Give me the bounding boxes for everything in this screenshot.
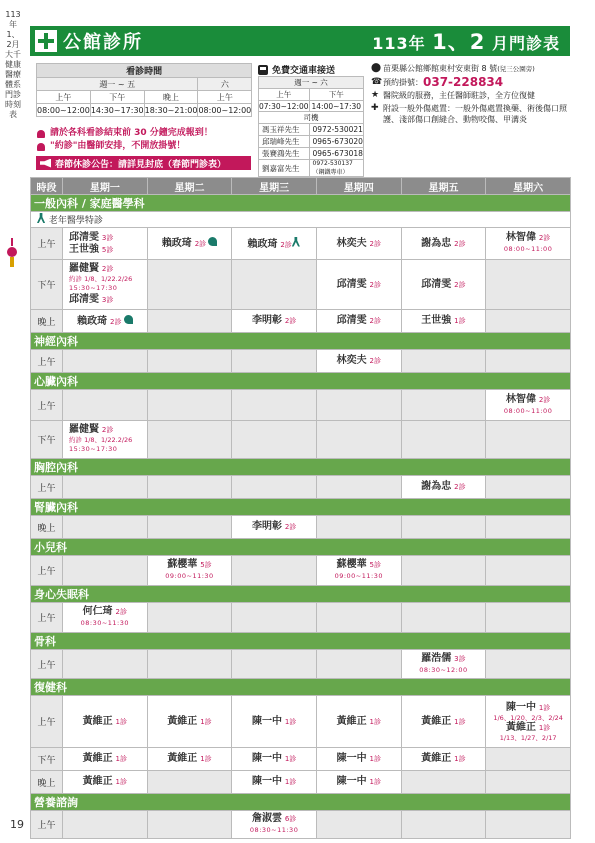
schedule-cell [147, 696, 232, 748]
room-number: 5診 [200, 561, 212, 569]
schedule-cell: 星期一 [63, 178, 148, 195]
dept-psychiatry: 身心失眠科 [31, 586, 571, 603]
room-number: 1診 [454, 317, 466, 325]
doctor-name: 李明彰 [251, 521, 282, 532]
room-number: 5診 [369, 561, 381, 569]
schedule-cell [316, 260, 401, 310]
schedule-cell [232, 771, 317, 794]
schedule-cell: 上午 [31, 556, 63, 586]
doctor-name: 王世強 [421, 315, 452, 326]
shuttle-table: 週一 ~ 六 上午 下午 07:30~12:00 14:00~17:30 司機 馮玉祥先生 0972-530021 邱瑞峰先生 0965-673020 張賽鴻先生 0965-673018 劉嘉富先生 0972-530137（鋼鐵專車） [259, 78, 363, 176]
schedule-cell: 晚上 [31, 310, 63, 333]
doctor-name: 李明彰 [251, 315, 282, 326]
location-pin-icon: ⬤ [371, 63, 382, 73]
dept-pediatrics: 小兒科 [31, 539, 571, 556]
doctor-name: 蘇櫻華 [336, 559, 367, 570]
schedule-cell [401, 390, 486, 421]
room-number: 2診 [101, 426, 114, 434]
dept-cardiology: 心臟內科 [31, 373, 571, 390]
doctor-name: 羅健賢 [69, 263, 99, 274]
schedule-cell [232, 516, 317, 539]
doctor-name: 邱清雯 [336, 278, 367, 290]
room-number: 1診 [200, 717, 212, 726]
room-number: 2診 [280, 240, 292, 249]
schedule-cell [401, 350, 486, 373]
appointment-dates: 約診 1/8、1/22.2/26 [69, 275, 133, 283]
schedule-cell: 上午 [31, 603, 63, 633]
doctor-name: 陳一中 [336, 776, 367, 787]
schedule-cell [63, 476, 148, 499]
doctor-name: 賴政琦 [161, 238, 192, 249]
schedule-cell [232, 556, 317, 586]
room-number: 2診 [538, 395, 551, 404]
schedule-cell [232, 310, 317, 333]
schedule-cell: 上午 [31, 390, 63, 421]
room-number: 2診 [110, 317, 122, 326]
schedule-cell: 上午 [31, 650, 63, 679]
doctor-name: 黃維正 [505, 721, 536, 733]
schedule-cell [147, 350, 232, 373]
schedule-cell: 上午 [31, 228, 63, 260]
doctor-name: 黃維正 [421, 715, 452, 727]
schedule-cell [316, 650, 401, 679]
session-time: 08:30~12:00 [419, 665, 468, 674]
doctor-name: 黃維正 [82, 715, 113, 727]
schedule-cell [147, 390, 232, 421]
schedule-cell: 下午 [31, 260, 63, 310]
room-number: 2診 [194, 240, 207, 248]
room-number: 1診 [115, 755, 127, 763]
session-time: 15:30~17:30 [69, 284, 118, 292]
room-number: 1診 [115, 717, 127, 726]
schedule-cell: 上午 [31, 696, 63, 748]
session-time: 08:30~11:30 [80, 619, 130, 627]
schedule-cell [63, 811, 148, 839]
header-bar [30, 26, 570, 56]
schedule-cell [486, 421, 571, 459]
schedule-cell: 下午 [31, 421, 63, 459]
phone-icon: ☎ [371, 77, 383, 87]
schedule-cell [401, 516, 486, 539]
schedule-cell [63, 556, 148, 586]
dept-internal: 一般內科 / 家庭醫學科 [31, 195, 571, 212]
elderly-icon [37, 213, 46, 223]
schedule-cell [232, 421, 317, 459]
schedule-cell [232, 390, 317, 421]
star-icon: ★ [371, 90, 380, 100]
schedule-cell [232, 350, 317, 373]
room-number: 1診 [115, 778, 127, 786]
wheelchair-icon [124, 315, 133, 324]
session-time: 09:00~11:30 [165, 572, 214, 580]
ornament-icon [6, 238, 18, 268]
schedule-cell [486, 260, 571, 310]
schedule-cell [401, 421, 486, 459]
schedule-cell [486, 748, 571, 771]
room-number: 2診 [538, 234, 551, 242]
room-number: 2診 [369, 239, 381, 248]
room-number: 2診 [369, 317, 381, 325]
doctor-name: 黃維正 [167, 715, 198, 727]
room-number: 1診 [454, 717, 466, 726]
schedule-cell [63, 228, 148, 260]
schedule-cell: 晚上 [31, 516, 63, 539]
schedule-cell: 上午 [31, 476, 63, 499]
schedule-cell [486, 310, 571, 333]
schedule-cell [316, 228, 401, 260]
doctor-name: 林智偉 [505, 393, 536, 405]
holiday-notice: 春節休診公告：請詳見封底（春節門診表） [36, 156, 251, 170]
schedule-cell [401, 811, 486, 839]
dept-neurology: 神經內科 [31, 333, 571, 350]
notice-list: 請於各科看診結束前 30 分鐘完成報到！ "約診"由醫師安排，不開放掛號！ [37, 127, 213, 153]
appointment-dates: 1/6、1/20、2/3、2/24 [493, 713, 563, 722]
schedule-title: 113年 1、2 月門診表 [372, 30, 560, 54]
schedule-cell [316, 748, 401, 771]
schedule-cell [401, 228, 486, 260]
doctor-name: 邱清雯 [421, 278, 452, 290]
page-number: 19 [10, 818, 24, 831]
doctor-name: 林智偉 [505, 232, 536, 243]
room-number: 2診 [101, 265, 114, 273]
clinic-info: ⬤ 苗栗縣公館鄉館東村安東街 8 號(兒三公園旁) ☎ 預約掛號： 037-228834 ★ 醫院級的服務，主任醫師駐診，全方位復健 ✚ 附設一般外傷處置：一般外傷處置換藥、術後傷口照護、淺部傷口創縫合、動物咬傷、甲溝炎 [371, 63, 567, 124]
room-number: 2診 [369, 280, 381, 289]
doctor-name: 謝為忠 [421, 237, 452, 249]
bell-icon [37, 130, 45, 138]
room-number: 1診 [284, 778, 297, 786]
room-number: 2診 [115, 608, 127, 616]
schedule-cell [63, 421, 148, 459]
schedule-cell [63, 748, 148, 771]
schedule-cell: 晚上 [31, 771, 63, 794]
room-number: 3診 [101, 233, 114, 242]
room-number: 1診 [538, 703, 551, 712]
medical-cross-icon [35, 30, 57, 52]
session-time: 08:00~11:00 [503, 245, 553, 253]
schedule-cell [147, 228, 232, 260]
room-number: 2診 [454, 239, 466, 248]
schedule-cell [232, 228, 317, 260]
room-number: 1診 [284, 755, 297, 763]
doctor-name: 王世強 [69, 243, 99, 255]
schedule-cell [401, 650, 486, 679]
schedule-cell [316, 603, 401, 633]
session-time: 08:00~11:00 [503, 406, 553, 415]
appointment-dates: 1/13、1/27、2/17 [499, 733, 557, 742]
elderly-icon [292, 237, 301, 247]
clinic-title: 公館診所 [63, 32, 143, 53]
schedule-cell [232, 603, 317, 633]
schedule-cell [401, 260, 486, 310]
schedule-cell [316, 390, 401, 421]
doctor-name: 何仁琦 [82, 606, 113, 617]
doctor-name: 陳一中 [251, 753, 282, 764]
room-number: 2診 [454, 280, 466, 289]
doctor-name: 黃維正 [167, 753, 198, 764]
room-number: 1診 [284, 717, 297, 726]
room-number: 2診 [369, 357, 381, 365]
schedule-cell [63, 350, 148, 373]
schedule-cell: 時段 [31, 178, 63, 195]
schedule-cell [63, 603, 148, 633]
doctor-name: 黃維正 [421, 753, 452, 764]
doctor-name: 林奕夫 [336, 237, 367, 249]
room-number: 1診 [538, 723, 551, 732]
schedule-cell [486, 516, 571, 539]
room-number: 1診 [369, 778, 381, 786]
schedule-cell [316, 556, 401, 586]
room-number: 1診 [454, 755, 466, 763]
room-number: 1診 [369, 755, 381, 763]
dept-chest: 胸腔內科 [31, 459, 571, 476]
schedule-cell [486, 228, 571, 260]
session-time: 08:30~11:30 [249, 826, 299, 834]
cross-icon: ✚ [371, 103, 379, 113]
schedule-cell [63, 696, 148, 748]
schedule-cell [486, 811, 571, 839]
doctor-name: 賴政琦 [77, 315, 108, 327]
schedule-cell [486, 603, 571, 633]
clinic-hours-table: 看診時間 週一 ~ 五 六 上午 下午 晚上 上午 08:00~12:00 14:30~17:30 18:30~21:00 08:00~12:00 [36, 63, 252, 117]
schedule-cell [147, 476, 232, 499]
doctor-name: 黃維正 [82, 776, 113, 787]
schedule-cell [147, 421, 232, 459]
schedule-cell: 星期四 [316, 178, 401, 195]
megaphone-icon [40, 159, 51, 168]
dept-rehabilitation: 復健科 [31, 679, 571, 696]
schedule-cell [63, 650, 148, 679]
bell-icon [37, 143, 45, 151]
room-number: 3診 [101, 296, 114, 304]
schedule-cell: 星期五 [401, 178, 486, 195]
doctor-name: 邱清雯 [69, 294, 99, 305]
schedule-cell: 上午 [31, 811, 63, 839]
doctor-name: 詹淑雲 [251, 813, 282, 824]
schedule-table [30, 177, 571, 839]
schedule-cell [316, 811, 401, 839]
schedule-cell [486, 390, 571, 421]
schedule-cell: 星期二 [147, 178, 232, 195]
schedule-cell [316, 771, 401, 794]
schedule-cell [401, 603, 486, 633]
doctor-name: 蘇櫻華 [167, 559, 198, 570]
shuttle-section: 免費交通車接送 週一 ~ 六 上午 下午 07:30~12:00 14:00~17:30 司機 馮玉祥先生 0972-530021 邱瑞峰先生 0965-673020 張賽鴻先生 0965-673018 劉嘉富先生 0972-530137（鋼鐵專車） [259, 66, 363, 176]
schedule-cell [486, 696, 571, 748]
schedule-cell [63, 260, 148, 310]
schedule-cell [316, 310, 401, 333]
schedule-cell [147, 516, 232, 539]
dept-nephrology: 腎臟內科 [31, 499, 571, 516]
room-number: 2診 [284, 523, 297, 531]
geriatric-note: 老年醫學特診 [31, 212, 571, 228]
wheelchair-icon [208, 237, 217, 246]
doctor-name: 謝為忠 [421, 481, 452, 492]
schedule-cell: 上午 [31, 350, 63, 373]
doctor-name: 賴政琦 [247, 238, 278, 250]
schedule-cell [401, 771, 486, 794]
schedule-cell [316, 476, 401, 499]
schedule-cell [63, 390, 148, 421]
doctor-name: 陳一中 [336, 753, 367, 764]
doctor-name: 黃維正 [82, 753, 113, 764]
schedule-cell [401, 310, 486, 333]
dept-nutrition: 營養諮詢 [31, 794, 571, 811]
schedule-cell [232, 476, 317, 499]
schedule-cell: 星期六 [486, 178, 571, 195]
doctor-name: 陳一中 [251, 776, 282, 787]
schedule-cell: 星期三 [232, 178, 317, 195]
schedule-cell [486, 771, 571, 794]
doctor-name: 黃維正 [336, 715, 367, 727]
room-number: 1診 [200, 755, 212, 763]
schedule-cell [147, 310, 232, 333]
weekday-header [31, 178, 571, 195]
schedule-cell [147, 260, 232, 310]
doctor-name: 陳一中 [251, 715, 282, 727]
schedule-cell [486, 476, 571, 499]
schedule-cell [401, 556, 486, 586]
room-number: 1診 [369, 717, 381, 726]
room-number: 6診 [284, 815, 297, 823]
sidebar-vertical-title: 113年1、2月大千健康醫療體系門診時刻表 [5, 10, 21, 119]
schedule-cell [63, 771, 148, 794]
booking-phone[interactable]: 037-228834 [423, 75, 504, 89]
schedule-cell [486, 350, 571, 373]
schedule-cell [147, 811, 232, 839]
schedule-cell [316, 421, 401, 459]
appointment-dates: 約診 1/8、1/22.2/26 [69, 436, 133, 444]
session-time: 15:30~17:30 [69, 445, 118, 453]
schedule-cell [486, 650, 571, 679]
schedule-cell [232, 260, 317, 310]
doctor-name: 陳一中 [505, 701, 536, 713]
schedule-cell [316, 696, 401, 748]
doctor-name: 林奕夫 [336, 355, 367, 366]
doctor-name: 羅浩儒 [421, 652, 452, 664]
schedule-cell [232, 811, 317, 839]
room-number: 5診 [101, 245, 114, 254]
schedule-cell [401, 696, 486, 748]
schedule-cell [147, 603, 232, 633]
schedule-cell [401, 476, 486, 499]
room-number: 2診 [454, 483, 466, 491]
doctor-name: 邱清雯 [69, 231, 99, 243]
bus-icon [258, 65, 268, 75]
schedule-cell [232, 748, 317, 771]
schedule-cell [147, 748, 232, 771]
schedule-cell [147, 771, 232, 794]
schedule-cell [232, 696, 317, 748]
schedule-cell [63, 310, 148, 333]
schedule-cell [316, 350, 401, 373]
schedule-cell [401, 748, 486, 771]
dept-orthopedics: 骨科 [31, 633, 571, 650]
schedule-cell: 下午 [31, 748, 63, 771]
schedule-cell [63, 516, 148, 539]
schedule-cell [232, 650, 317, 679]
schedule-cell [486, 556, 571, 586]
session-time: 09:00~11:30 [334, 572, 383, 580]
doctor-name: 邱清雯 [336, 315, 367, 326]
schedule-cell [147, 556, 232, 586]
schedule-cell [147, 650, 232, 679]
room-number: 2診 [284, 317, 297, 325]
room-number: 3診 [454, 654, 466, 663]
doctor-name: 羅健賢 [69, 424, 99, 435]
schedule-cell [316, 516, 401, 539]
